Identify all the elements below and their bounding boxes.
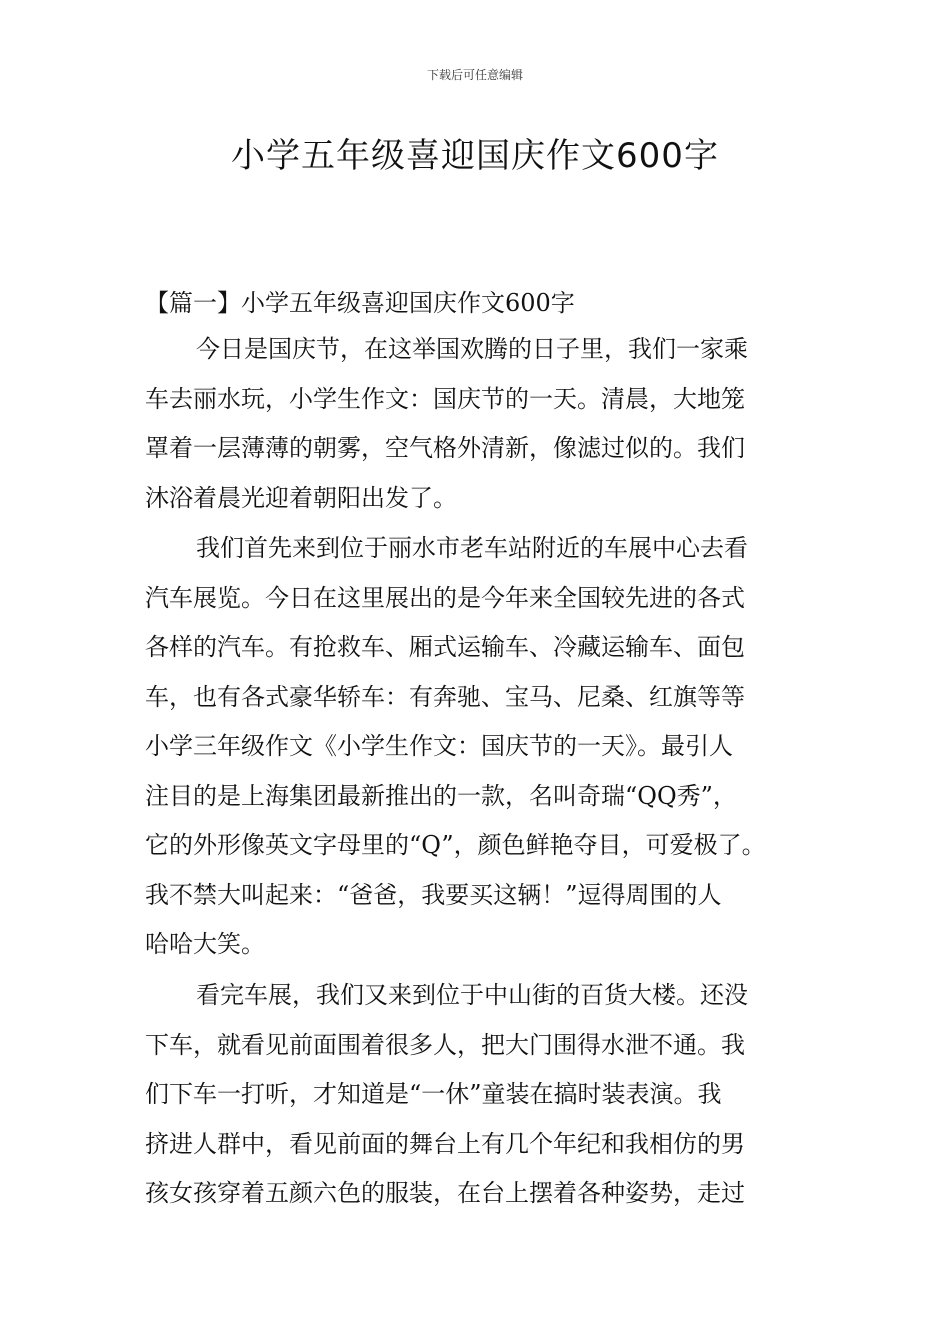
text-line: 我不禁大叫起来：“爸爸，我要买这辆！”逗得周围的人 [145, 880, 722, 909]
section-heading: 【篇一】小学五年级喜迎国庆作文600字 [145, 289, 575, 317]
text-line: 注目的是上海集团最新推出的一款，名叫奇瑞“QQ秀”， [145, 781, 737, 810]
text-line: 车，也有各式豪华轿车：有奔驰、宝马、尼桑、红旗等等 [145, 682, 745, 711]
text-line: 今日是国庆节，在这举国欢腾的日子里，我们一家乘 [196, 335, 748, 363]
text-line: 哈哈大笑。 [145, 930, 265, 958]
text-line: 车去丽水玩，小学生作文：国庆节的一天。清晨，大地笼 [145, 384, 745, 413]
text-line: 各样的汽车。有抢救车、厢式运输车、冷藏运输车、面包 [145, 633, 745, 661]
page-title: 小学五年级喜迎国庆作文600字 [231, 136, 719, 176]
text-line: 我们首先来到位于丽水市老车站附近的车展中心去看 [196, 534, 748, 562]
text-line: 下车，就看见前面围着很多人，把大门围得水泄不通。我 [145, 1030, 745, 1059]
text-line: 汽车展览。今日在这里展出的是今年来全国较先进的各式 [145, 583, 745, 612]
text-line: 看完车展，我们又来到位于中山街的百货大楼。还没 [196, 981, 748, 1009]
text-line: 小学三年级作文《小学生作文：国庆节的一天》。最引人 [145, 732, 733, 760]
paragraph-3 [145, 971, 825, 1219]
text-line: 罩着一层薄薄的朝雾，空气格外清新，像滤过似的。我们 [145, 434, 745, 462]
text-line: 沐浴着晨光迎着朝阳出发了。 [145, 483, 457, 512]
text-line: 挤进人群中，看见前面的舞台上有几个年纪和我相仿的男 [145, 1129, 745, 1158]
paragraph-1 [145, 325, 825, 523]
header-note: 下载后可任意编辑 [426, 68, 523, 82]
text-line: 它的外形像英文字母里的“Q”，颜色鲜艳夺目，可爱极了。 [145, 831, 766, 859]
text-line: 孩女孩穿着五颜六色的服装，在台上摆着各种姿势，走过 [145, 1179, 745, 1207]
paragraph-2 [145, 524, 825, 970]
text-line: 们下车一打听，才知道是“一休”童装在搞时装表演。我 [145, 1080, 722, 1108]
